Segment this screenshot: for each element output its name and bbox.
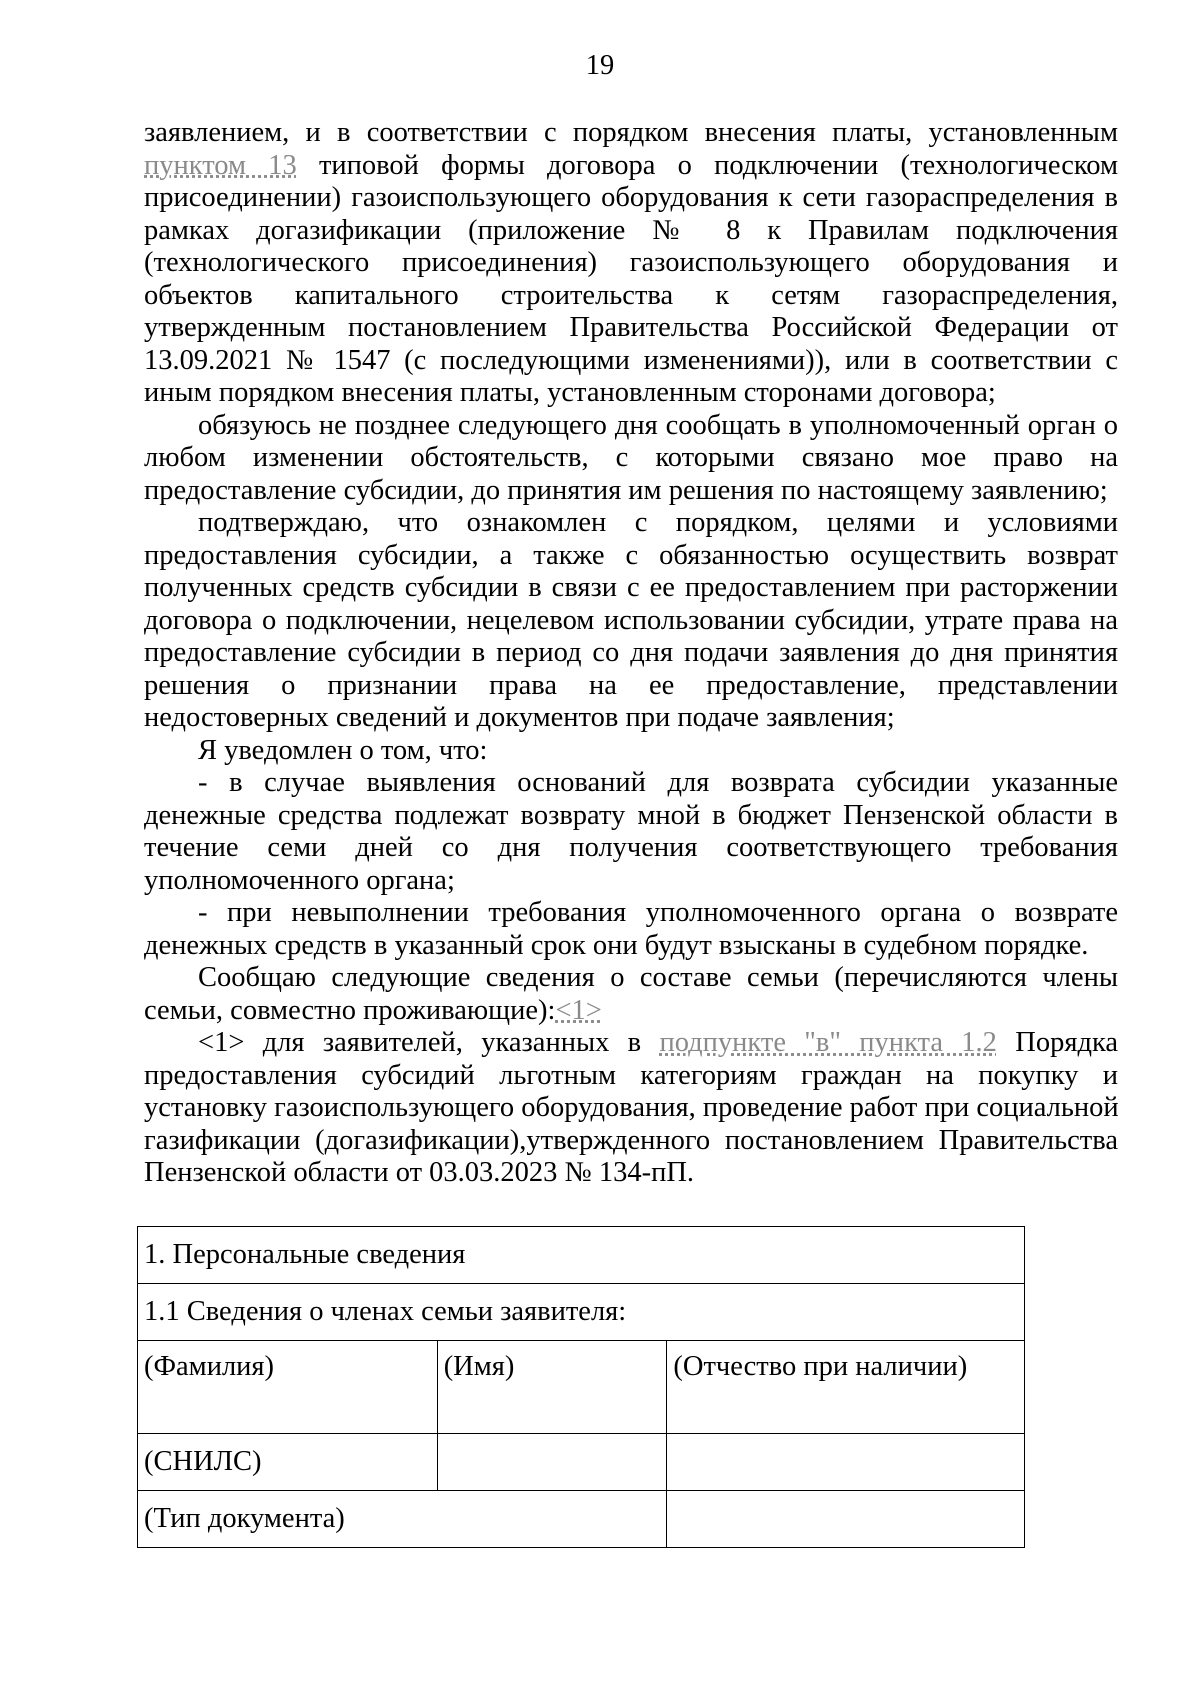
section-heading: 1. Персональные сведения [138, 1227, 1025, 1284]
text-line: предоставления субсидии, а также с обязанностью осуществить возврат [144, 539, 1118, 571]
text-line: семьи, совместно проживающие):<1> [144, 994, 602, 1026]
text-line: - в случае выявления оснований для возврата субсидии указанные [198, 767, 1118, 798]
text-line: денежные средства подлежат возврату мной в бюджет Пензенской области в [144, 799, 1118, 831]
text-line: течение семи дней со дня получения соответствующего требования [144, 832, 1118, 863]
subsection-heading: 1.1 Сведения о членах семьи заявителя: [138, 1284, 1025, 1341]
surname-cell[interactable]: (Фамилия) [138, 1341, 438, 1434]
text-line: 13.09.2021 № 1547 (с последующими изменениями)), или в соответствии с [144, 344, 1118, 376]
doc-type-value-cell[interactable] [667, 1491, 1025, 1548]
doc-type-cell[interactable]: (Тип документа) [138, 1491, 667, 1548]
snils-value-cell[interactable] [437, 1434, 667, 1491]
text-line: обязуюсь не позднее следующего дня сообщать в уполномоченный орган о [198, 409, 1118, 441]
text-line: утвержденным постановлением Правительства Российской Федерации от [144, 312, 1118, 343]
snils-extra-cell[interactable] [667, 1434, 1025, 1491]
snils-cell[interactable]: (СНИЛС) [138, 1434, 438, 1491]
text-line: пунктом 13 типовой формы договора о подключении (технологическом [144, 149, 1118, 181]
text-line: полученных средств субсидии в связи с ее предоставлением при расторжении [144, 572, 1118, 603]
page-number: 19 [585, 50, 615, 81]
text-line: Пензенской области от 03.03.2023 № 134-пП. [144, 1157, 695, 1188]
text-line: рамках догазификации (приложение № 8 к Правилам подключения [144, 214, 1118, 246]
text-line: Я уведомлен о том, что: [198, 734, 488, 766]
text-line: предоставление субсидии, до принятия им решения по настоящему заявлению; [144, 474, 1108, 506]
text-line: заявлением, и в соответствии с порядком внесения платы, установленным [144, 117, 1118, 148]
text-line: <1> для заявителей, указанных в подпункте "в" пункта 1.2 Порядка [198, 1027, 1119, 1058]
text-line: объектов капитального строительства к сетям газораспределения, [144, 279, 1118, 311]
text-line: предоставление субсидии в период со дня подачи заявления до дня принятия [144, 637, 1118, 668]
body-text [144, 117, 1118, 1190]
text-line: установку газоиспользующего оборудования, проведение работ при социальной [144, 1092, 1119, 1123]
patronymic-cell[interactable]: (Отчество при наличии) [667, 1341, 1025, 1434]
text-line: газификации (догазификации),утвержденного постановлением Правительства [144, 1124, 1118, 1156]
text-line: недостоверных сведений и документов при подаче заявления; [144, 702, 895, 733]
text-line: (технологического присоединения) газоиспользующего оборудования и [144, 247, 1118, 278]
text-line: решения о признании права на ее предоставление, представлении [144, 669, 1118, 701]
footnote-link[interactable]: <1> [555, 994, 602, 1026]
text-line: Сообщаю следующие сведения о составе семьи (перечисляются члены [198, 962, 1118, 993]
text-line: предоставления субсидий льготным категориям граждан на покупку и [144, 1059, 1118, 1091]
text-line: подтверждаю, что ознакомлен с порядком, целями и условиями [198, 507, 1118, 538]
text-line: иным порядком внесения платы, установленным сторонами договора; [144, 377, 996, 408]
name-cell[interactable]: (Имя) [437, 1341, 667, 1434]
text-line: уполномоченного органа; [144, 864, 455, 896]
reference-link[interactable]: подпункте "в" пункта 1.2 [659, 1027, 997, 1058]
text-line: присоединении) газоиспользующего оборудования к сети газораспределения в [144, 182, 1118, 213]
text-line: денежных средств в указанный срок они будут взысканы в судебном порядке. [144, 929, 1089, 961]
personal-info-table [137, 1226, 1025, 1548]
text-line: договора о подключении, нецелевом использовании субсидии, утрате права на [144, 604, 1118, 636]
text-line: любом изменении обстоятельств, с которыми связано мое право на [144, 442, 1118, 473]
reference-link[interactable]: пунктом 13 [144, 149, 297, 181]
text-line: - при невыполнении требования уполномоченного органа о возврате [198, 897, 1118, 928]
